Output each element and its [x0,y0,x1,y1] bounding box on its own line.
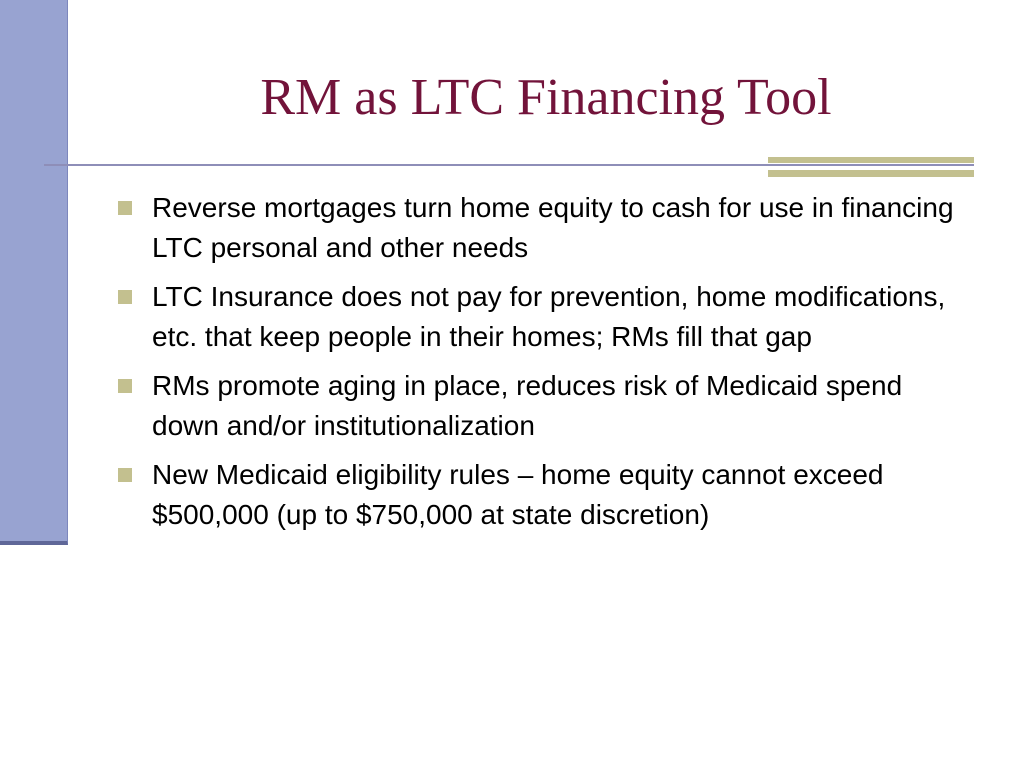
bullet-text: LTC Insurance does not pay for prevention, home modifications, etc. that keep people in their homes; RMs fill that gap [152,281,946,352]
bullet-text: Reverse mortgages turn home equity to cash for use in financing LTC personal and other needs [152,192,954,263]
bullet-item-aging-in-place [116,366,976,446]
bullet-list [116,188,976,544]
square-bullet-icon [118,468,132,482]
left-decorative-bar [0,0,68,545]
bullet-item-ltc-insurance [116,277,976,357]
accent-double-bar [768,157,974,179]
bullet-item-reverse-mortgages [116,188,976,268]
slide-title: RM as LTC Financing Tool [260,69,832,126]
bullet-text: New Medicaid eligibility rules – home equity cannot exceed $500,000 (up to $750,000 at state discretion) [152,459,884,530]
square-bullet-icon [118,379,132,393]
bullet-text: RMs promote aging in place, reduces risk of Medicaid spend down and/or institutionalization [152,370,903,441]
bullet-item-medicaid-rules [116,455,976,535]
square-bullet-icon [118,201,132,215]
square-bullet-icon [118,290,132,304]
